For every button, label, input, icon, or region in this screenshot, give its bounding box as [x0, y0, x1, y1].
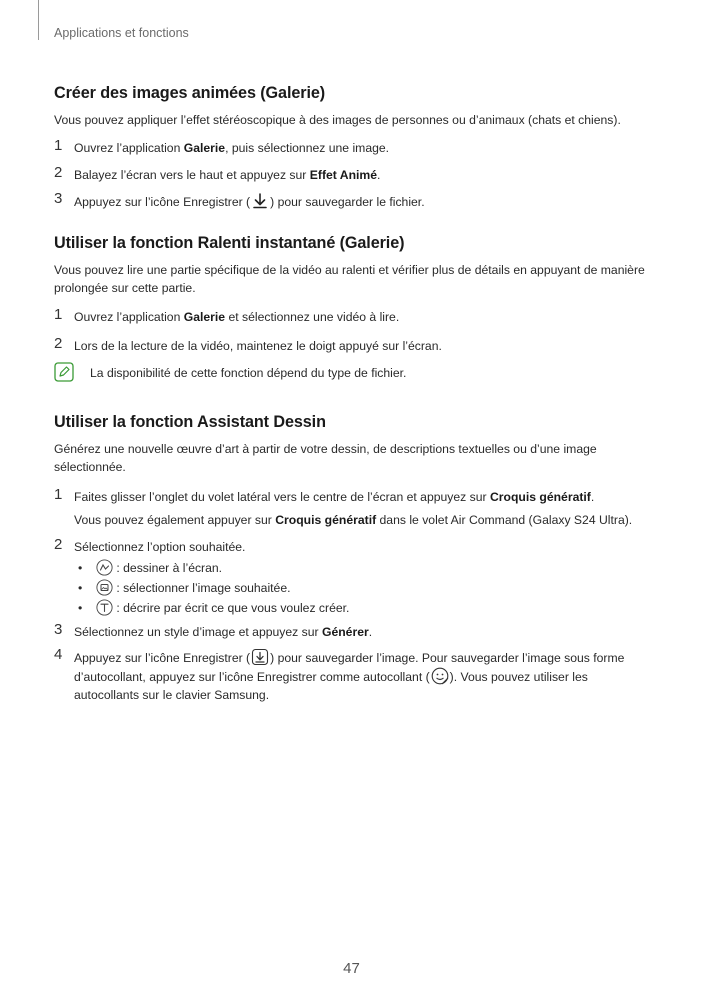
step-text: .	[368, 625, 373, 639]
step-text: Sélectionnez un style d’image et appuyez sur	[74, 625, 322, 639]
section-slow-motion	[54, 234, 654, 382]
bullet-text: : sélectionner l’image souhaitée.	[113, 581, 291, 595]
section3-step4	[54, 648, 644, 704]
step-text: , puis sélectionnez une image.	[225, 141, 390, 155]
note	[54, 364, 654, 382]
step-bold: Effet Animé	[309, 168, 378, 182]
section1-step3	[54, 192, 654, 211]
step-bold: Croquis génératif	[275, 513, 377, 527]
step-text: et sélectionnez une vidéo à lire.	[225, 310, 400, 324]
step-text: Appuyez sur l’icône Enregistrer (	[74, 651, 251, 665]
step-text: Ouvrez l’application	[74, 141, 184, 155]
bullet-draw	[74, 559, 644, 577]
step-number: 2	[54, 164, 63, 181]
section1-intro: Vous pouvez appliquer l’effet stéréoscopique à des images de personnes ou d’animaux (chats et chiens).	[54, 113, 621, 127]
download-save-icon	[251, 192, 269, 210]
step1-sub	[74, 511, 644, 529]
header-title: Applications et fonctions	[54, 26, 189, 40]
section3-step2	[54, 538, 644, 617]
step-bold: Croquis génératif	[489, 490, 591, 504]
step-text: dans le volet Air Command (Galaxy S24 Ultra).	[376, 513, 633, 527]
bullet-text-prompt	[74, 599, 644, 617]
step-text: Vous pouvez également appuyer sur	[74, 513, 276, 527]
section2-step1	[54, 308, 654, 326]
section2-intro: Vous pouvez lire une partie spécifique de la vidéo au ralenti et vérifier plus de détails en appuyant de manière prolongée sur cette partie.	[54, 263, 645, 295]
bullet-text: : dessiner à l’écran.	[113, 561, 223, 575]
step-text: Appuyez sur l’icône Enregistrer (	[74, 195, 251, 209]
section2-title: Utiliser la fonction Ralenti instantané (Galerie)	[54, 234, 405, 252]
step-text: Lors de la lecture de la vidéo, maintenez le doigt appuyé sur l’écran.	[74, 339, 442, 353]
bullet-image	[74, 579, 644, 597]
step-bold: Galerie	[183, 141, 226, 155]
step-text: .	[377, 168, 381, 182]
step-text: ) pour sauvegarder le fichier.	[270, 195, 425, 209]
draw-pen-icon	[96, 559, 113, 576]
page-number: 47	[343, 960, 360, 977]
text-icon	[96, 599, 113, 616]
section1-step1	[54, 139, 654, 157]
section1-step2	[54, 166, 654, 184]
step-text: ) pour sauvegarder l’image. Pour sauvegarder l’image sous forme d’autocollant, appuyez sur l’icône Enregistrer comme autocollant (	[74, 651, 625, 684]
step-text: .	[590, 490, 595, 504]
step-number: 2	[54, 536, 63, 553]
section2-step2	[54, 337, 654, 355]
step-text: Balayez l’écran vers le haut et appuyez sur	[74, 168, 310, 182]
step-bold: Générer	[321, 625, 369, 639]
bullet-dot: •	[78, 601, 83, 615]
bullet-dot: •	[78, 561, 83, 575]
step-number: 1	[54, 486, 63, 503]
step-text: Sélectionnez l’option souhaitée.	[74, 540, 246, 554]
section1-title: Créer des images animées (Galerie)	[54, 84, 326, 102]
bullet-text: : décrire par écrit ce que vous voulez créer.	[113, 601, 350, 615]
section3-title: Utiliser la fonction Assistant Dessin	[54, 413, 326, 431]
section-animated-images	[54, 84, 654, 211]
section3-step3	[54, 623, 644, 641]
section3-intro: Générez une nouvelle œuvre d’art à partir de votre dessin, de descriptions textuelles ou d’une image sélectionnée.	[54, 442, 597, 474]
step-text: Faites glisser l’onglet du volet latéral vers le centre de l’écran et appuyez sur	[74, 490, 490, 504]
sticker-save-icon	[431, 667, 449, 685]
step-number: 1	[54, 306, 63, 323]
save-box-icon	[251, 648, 269, 666]
step-number: 4	[54, 646, 63, 663]
step-bold: Galerie	[183, 310, 226, 324]
step-text: Ouvrez l’application	[74, 310, 184, 324]
section-drawing-assist	[54, 413, 644, 704]
step-number: 1	[54, 137, 63, 154]
note-text: La disponibilité de cette fonction dépend du type de fichier.	[90, 366, 407, 380]
step-text: ). Vous pouvez utiliser les autocollants sur le clavier Samsung.	[74, 670, 588, 702]
bullet-dot: •	[78, 581, 83, 595]
step-number: 2	[54, 335, 63, 352]
section3-step1	[54, 488, 644, 529]
image-icon	[96, 579, 113, 596]
note-pencil-icon	[54, 362, 74, 382]
header-divider	[38, 0, 39, 40]
step-number: 3	[54, 621, 63, 638]
step-number: 3	[54, 190, 63, 207]
